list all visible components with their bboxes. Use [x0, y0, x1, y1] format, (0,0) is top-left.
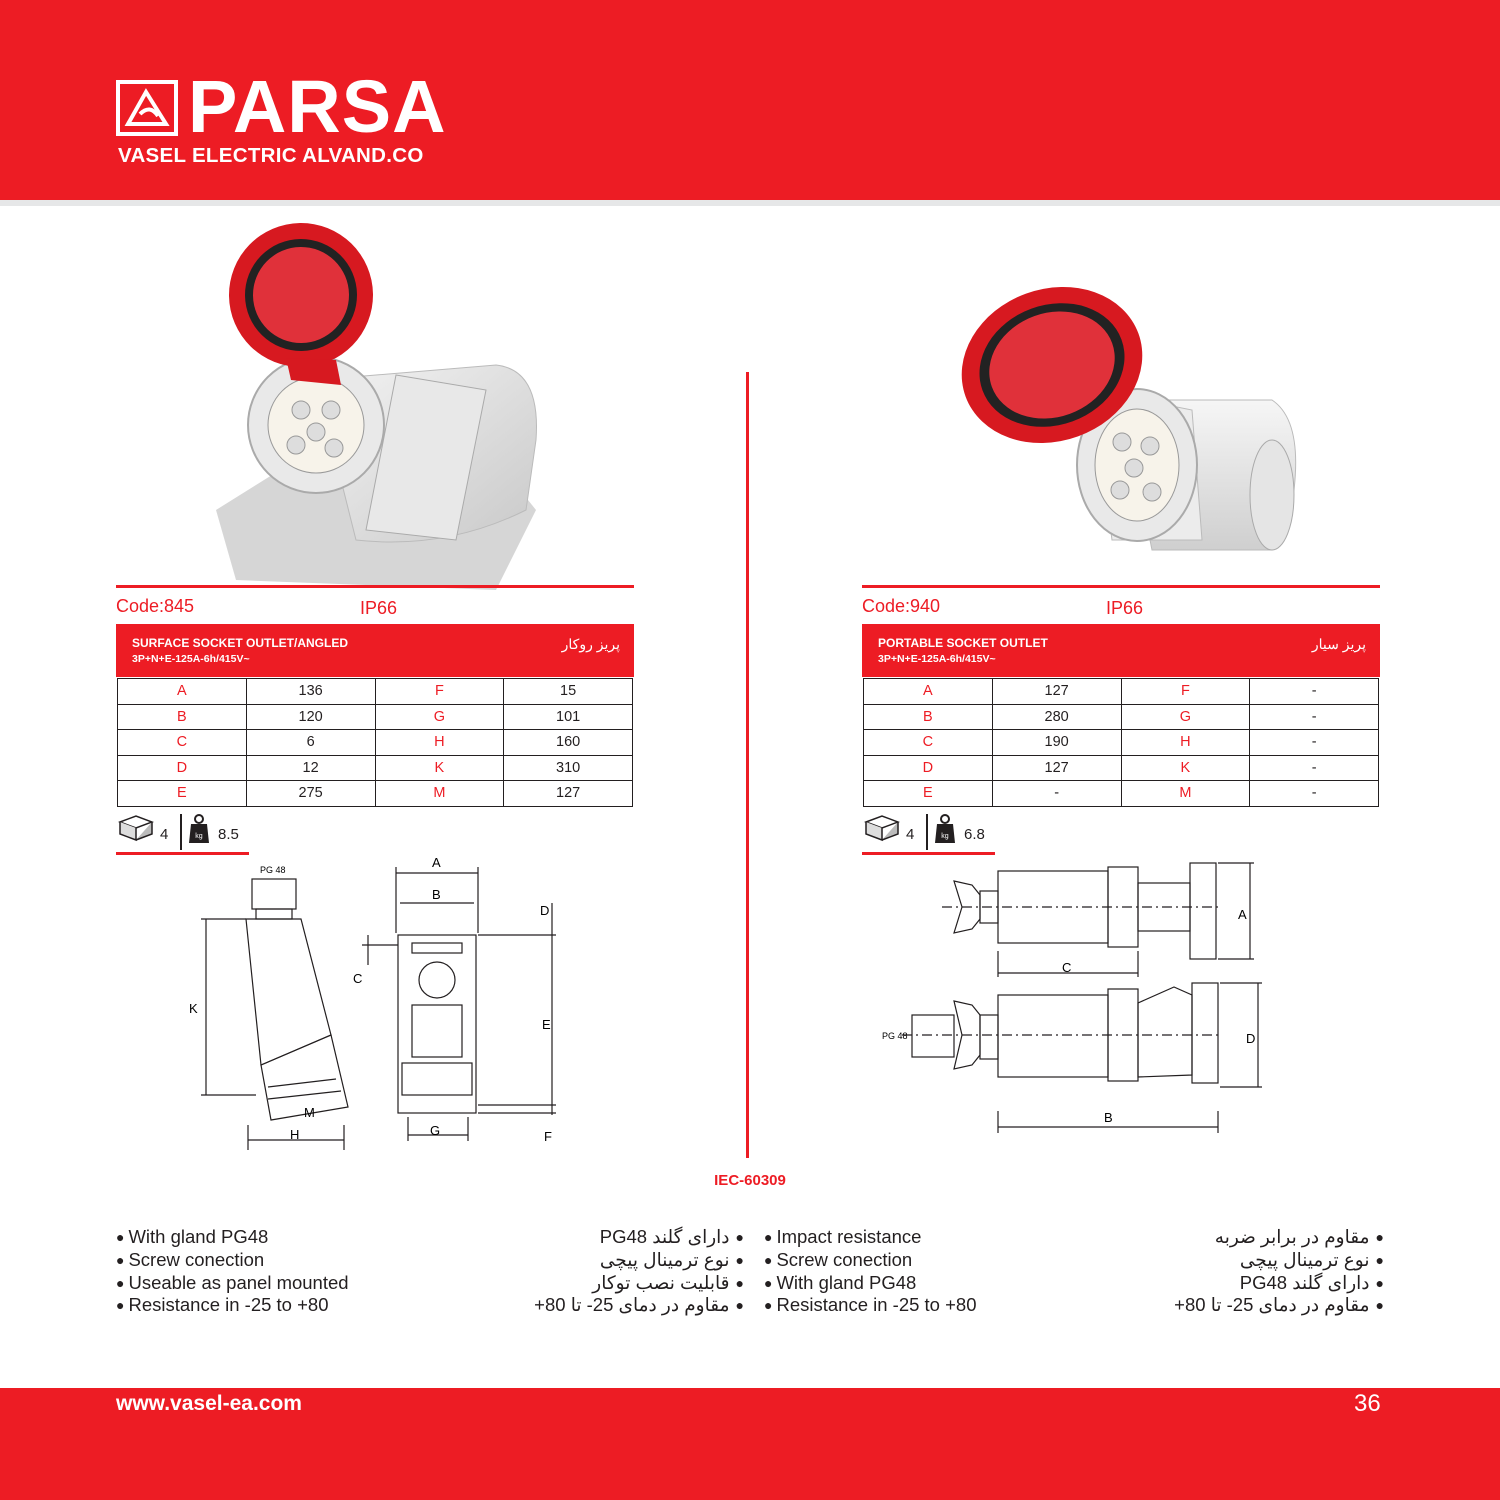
product-spec: 3P+N+E-125A-6h/415V~ — [132, 653, 250, 665]
dim-value: - — [1250, 755, 1379, 781]
dim-value: 127 — [992, 755, 1121, 781]
feature-item: ● Resistance in -25 to +80 — [764, 1294, 977, 1317]
product-banner — [862, 624, 1380, 677]
website-link[interactable]: www.vasel-ea.com — [116, 1392, 302, 1415]
page-number: 36 — [1354, 1390, 1381, 1417]
dim-label: B — [118, 704, 247, 730]
product-banner — [116, 624, 634, 677]
features-fa-940 — [1100, 1226, 1384, 1317]
feature-item: ● With gland PG48 — [764, 1272, 977, 1295]
box-icon — [118, 814, 154, 842]
package-separator — [180, 814, 182, 850]
dim-label: A — [118, 679, 247, 705]
drawing-label-f: F — [544, 1129, 552, 1144]
drawing-label-a: A — [1238, 907, 1247, 922]
table-row — [864, 781, 1379, 807]
dim-label: E — [864, 781, 993, 807]
parsa-logo-icon — [116, 80, 180, 138]
drawing-label-d: D — [540, 903, 550, 918]
dimension-table — [863, 678, 1379, 807]
ip-rating: IP66 — [1106, 598, 1144, 618]
table-row — [118, 781, 633, 807]
feature-item: ● Screw conection — [764, 1249, 977, 1272]
weight-icon — [934, 814, 956, 844]
drawing-label-d: D — [1246, 1031, 1256, 1046]
brand-name: PARSA — [188, 65, 447, 148]
box-icon — [864, 814, 900, 842]
dim-value: 160 — [504, 730, 633, 756]
ip-rating: IP66 — [360, 598, 398, 618]
package-weight: 6.8 — [964, 826, 985, 843]
table-row — [118, 679, 633, 705]
top-rule — [862, 585, 1380, 588]
drawing-label-g: G — [430, 1123, 441, 1138]
drawing-label-c: C — [353, 971, 363, 986]
dim-label: E — [118, 781, 247, 807]
dim-label: B — [864, 704, 993, 730]
svg-text:kg: kg — [195, 833, 203, 840]
features-fa-845 — [460, 1226, 744, 1317]
dim-label: C — [864, 730, 993, 756]
table-row — [864, 730, 1379, 756]
top-rule — [116, 585, 634, 588]
dim-value: - — [1250, 730, 1379, 756]
dim-value: 6 — [246, 730, 375, 756]
surface-socket-photo — [196, 210, 576, 590]
dim-value: 127 — [504, 781, 633, 807]
dim-value: 136 — [246, 679, 375, 705]
dim-label: F — [375, 679, 504, 705]
product-845 — [116, 200, 636, 1160]
table-row — [118, 730, 633, 756]
standard-reference: IEC-60309 — [714, 1172, 786, 1189]
feature-item: ● With gland PG48 — [116, 1226, 349, 1249]
portable-socket-photo — [942, 210, 1322, 590]
feature-item: ● نوع ترمینال پیچی — [460, 1249, 744, 1272]
package-quantity: 4 — [906, 826, 915, 843]
features-en-845 — [116, 1226, 349, 1317]
product-940 — [862, 200, 1382, 1160]
drawing-label-a: A — [432, 855, 441, 870]
dim-label: F — [1121, 679, 1250, 705]
dim-label: G — [375, 704, 504, 730]
dim-value: - — [992, 781, 1121, 807]
table-row — [118, 704, 633, 730]
dim-value: 101 — [504, 704, 633, 730]
dimension-table — [117, 678, 633, 807]
brand-subtitle: VASEL ELECTRIC ALVAND.CO — [118, 144, 424, 167]
feature-item: ● مقاوم در دمای 25- تا 80+ — [460, 1294, 744, 1317]
product-title-fa: پریز روکار — [561, 636, 620, 652]
dim-value: 310 — [504, 755, 633, 781]
product-title: SURFACE SOCKET OUTLET/ANGLED — [132, 636, 349, 650]
technical-drawing — [862, 855, 1382, 1160]
dim-label: C — [118, 730, 247, 756]
feature-item: ● Resistance in -25 to +80 — [116, 1294, 349, 1317]
drawing-label-h: H — [290, 1127, 300, 1142]
package-weight: 8.5 — [218, 826, 239, 843]
dim-label: D — [118, 755, 247, 781]
drawing-label-c: C — [1062, 960, 1072, 975]
product-title: PORTABLE SOCKET OUTLET — [878, 636, 1048, 650]
features-en-940 — [764, 1226, 977, 1317]
dim-value: 127 — [992, 679, 1121, 705]
table-row — [118, 755, 633, 781]
package-separator — [926, 814, 928, 850]
center-divider — [746, 372, 749, 1158]
dim-label: K — [375, 755, 504, 781]
drawing-label-pg: PG 48 — [260, 865, 286, 875]
svg-text:kg: kg — [941, 833, 949, 840]
dim-value: 120 — [246, 704, 375, 730]
dim-label: H — [1121, 730, 1250, 756]
drawing-label-e: E — [542, 1017, 551, 1032]
drawing-label-pg: PG 48 — [882, 1031, 908, 1041]
dim-value: - — [1250, 781, 1379, 807]
table-row — [864, 679, 1379, 705]
feature-item: ● مقاوم در دمای 25- تا 80+ — [1100, 1294, 1384, 1317]
weight-icon — [188, 814, 210, 844]
drawing-label-m: M — [304, 1105, 315, 1120]
dim-label: H — [375, 730, 504, 756]
feature-item: ● Impact resistance — [764, 1226, 977, 1249]
feature-item: ● نوع ترمینال پیچی — [1100, 1249, 1384, 1272]
dim-value: - — [1250, 679, 1379, 705]
table-row — [864, 704, 1379, 730]
feature-item: ● دارای گلند PG48 — [460, 1226, 744, 1249]
drawing-label-b: B — [1104, 1110, 1113, 1125]
dim-value: 190 — [992, 730, 1121, 756]
feature-item: ● مقاوم در برابر ضربه — [1100, 1226, 1384, 1249]
dim-value: 280 — [992, 704, 1121, 730]
technical-drawing — [116, 855, 636, 1160]
product-code: Code:940 — [862, 596, 941, 616]
dim-value: 12 — [246, 755, 375, 781]
dim-label: D — [864, 755, 993, 781]
dim-label: G — [1121, 704, 1250, 730]
dim-value: 275 — [246, 781, 375, 807]
feature-item: ● قابلیت نصب توکار — [460, 1272, 744, 1295]
drawing-label-k: K — [189, 1001, 198, 1016]
table-row — [864, 755, 1379, 781]
feature-item: ● Screw conection — [116, 1249, 349, 1272]
dim-label: A — [864, 679, 993, 705]
product-spec: 3P+N+E-125A-6h/415V~ — [878, 653, 996, 665]
product-title-fa: پریز سیار — [1311, 636, 1366, 652]
dim-label: M — [1121, 781, 1250, 807]
dim-label: M — [375, 781, 504, 807]
dim-value: - — [1250, 704, 1379, 730]
dim-label: K — [1121, 755, 1250, 781]
packaging-info — [862, 812, 1162, 852]
packaging-info — [116, 812, 416, 852]
drawing-label-b: B — [432, 887, 441, 902]
feature-item: ● دارای گلند PG48 — [1100, 1272, 1384, 1295]
package-quantity: 4 — [160, 826, 169, 843]
product-code: Code:845 — [116, 596, 195, 616]
dim-value: 15 — [504, 679, 633, 705]
feature-item: ● Useable as panel mounted — [116, 1272, 349, 1295]
